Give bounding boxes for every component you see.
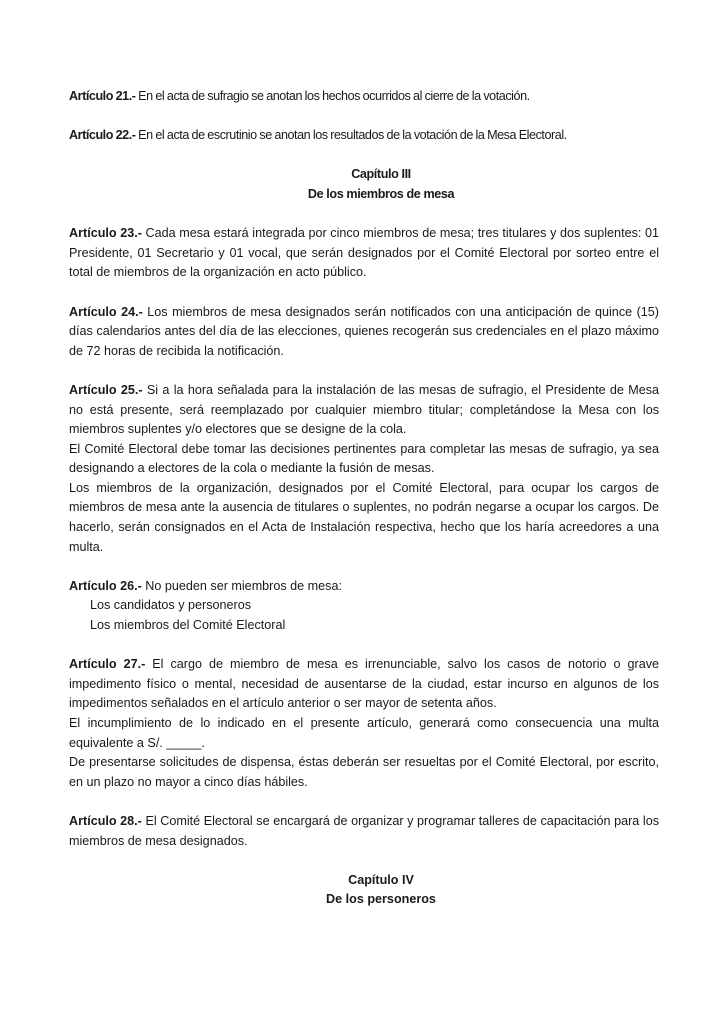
article-24-text: Los miembros de mesa designados serán notificados con una anticipación de quince (15) días calendarios antes del día de las elecciones, quienes recogerán sus credenciales en el plazo máximo de 72 horas de recibida la notificación. (69, 304, 660, 358)
article-24-label: Artículo 24.- (69, 304, 143, 319)
article-26-item: Los candidatos y personeros (90, 598, 252, 613)
article-22 (69, 126, 659, 146)
article-22-text: En el acta de escrutinio se anotan los resultados de la votación de la Mesa Electoral. (135, 128, 567, 143)
article-25-paragraph-3: Los miembros de la organización, designados por el Comité Electoral, para ocupar los cargos de miembros de mesa ante la ausencia de titulares o suplentes, no podrán negarse a ocupar los cargos. De hacerlo, serán consignados en el Acta de Instalación respectiva, hecho que los haría acreedores a una multa. (69, 480, 659, 554)
article-25-paragraph-2: El Comité Electoral debe tomar las decisiones pertinentes para completar las mesas de sufragio, ya sea designando a electores de la cola o mediante la fusión de mesas. (69, 441, 659, 476)
article-22-label: Artículo 22.- (69, 128, 136, 143)
document-page (69, 87, 659, 910)
chapter-4-subtitle: De los personeros (326, 892, 436, 907)
chapter-3-title: Capítulo III (351, 167, 411, 182)
article-26-item: Los miembros del Comité Electoral (90, 618, 286, 633)
article-25-label: Artículo 25.- (69, 382, 143, 397)
article-23-text: Cada mesa estará integrada por cinco miembros de mesa; tres titulares y dos suplentes: 01 Presidente, 01 Secretario y 01 vocal, que serán designados por el Comité Electoral por sorteo entre el total de miembros de la organización en acto público. (69, 226, 659, 280)
article-21 (69, 87, 659, 107)
article-23-label: Artículo 23.- (69, 226, 142, 241)
article-28-text: El Comité Electoral se encargará de organizar y programar talleres de capacitación para los miembros de mesa designados. (69, 813, 660, 848)
article-25-text: Si a la hora señalada para la instalación de las mesas de sufragio, el Presidente de Mesa no está presente, será reemplazado por cualquier miembro titular; completándose la Mesa con los miembros suplentes y/o electores que se designe de la cola. (69, 382, 659, 437)
chapter-4-title: Capítulo IV (348, 872, 414, 887)
article-28-label: Artículo 28.- (69, 813, 142, 828)
article-21-label: Artículo 21.- (69, 89, 136, 103)
article-26-label: Artículo 26.- (69, 578, 142, 593)
article-26 (69, 577, 659, 597)
article-21-text: En el acta de sufragio se anotan los hechos ocurridos al cierre de la votación. (135, 89, 530, 103)
article-27-label: Artículo 27.- (69, 657, 146, 672)
article-27 (69, 655, 659, 714)
article-27-text: El cargo de miembro de mesa es irrenunciable, salvo los casos de notorio o grave impedimento físico o mental, necesidad de ausentarse de la ciudad, estar incurso en algunos de los impedimentos señalados en el artículo anterior o ser mayor de setenta años. (69, 657, 660, 711)
chapter-3-subtitle: De los miembros de mesa (307, 186, 455, 201)
article-28 (69, 812, 659, 851)
article-23 (69, 224, 659, 283)
article-24 (69, 303, 659, 362)
article-27-paragraph-2: El incumplimiento de lo indicado en el presente artículo, generará como consecuencia una multa equivalente a S/. _____. (69, 716, 659, 750)
article-27-paragraph-3: De presentarse solicitudes de dispensa, éstas deberán ser resueltas por el Comité Electoral, por escrito, en un plazo no mayor a cinco días hábiles. (69, 755, 659, 789)
article-25 (69, 381, 659, 440)
article-26-text: No pueden ser miembros de mesa: (141, 578, 342, 593)
